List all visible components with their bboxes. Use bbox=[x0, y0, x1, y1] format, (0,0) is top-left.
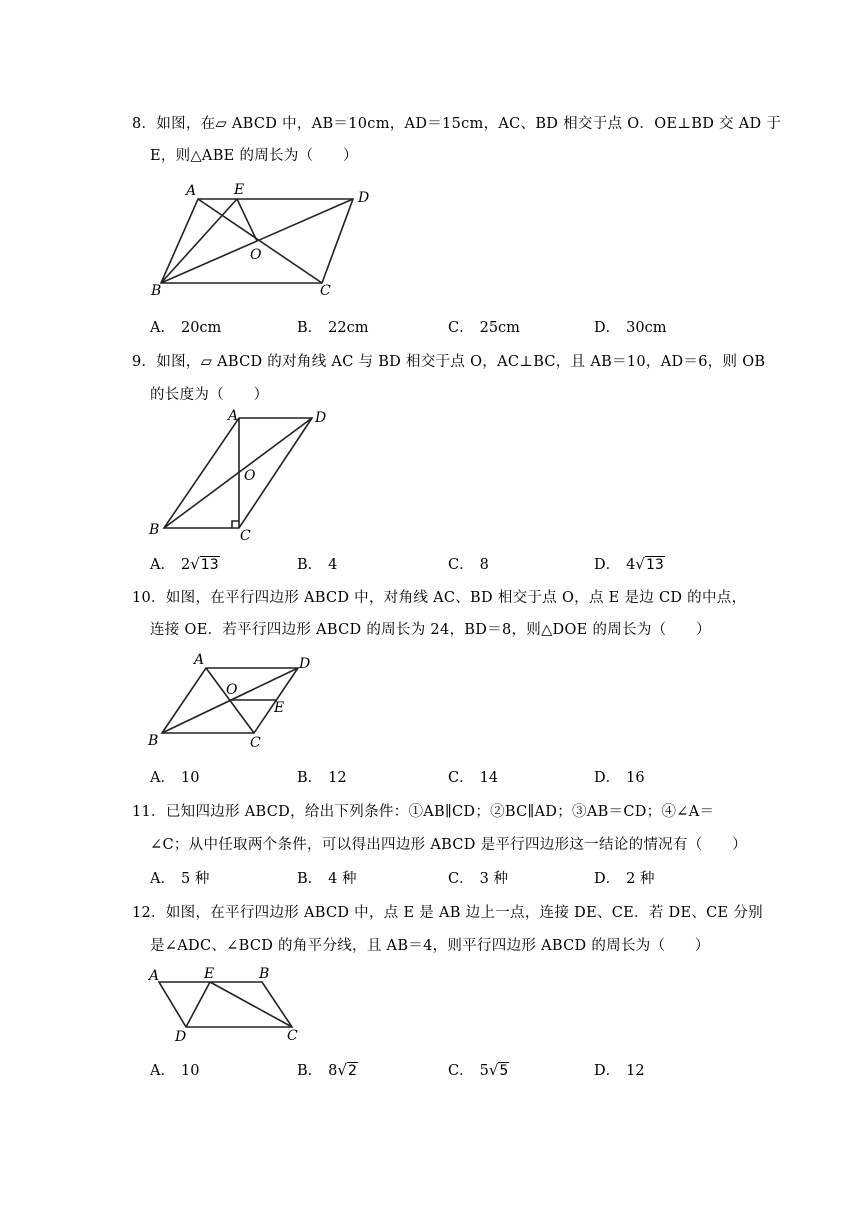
option-b[interactable]: B． 8√2 bbox=[297, 1061, 357, 1079]
diagonal-bd bbox=[164, 418, 312, 528]
question-text-line-1: 10．如图，在平行四边形 ABCD 中，对角线 AC、BD 相交于点 O，点 E 是边 CD 的中点， bbox=[132, 590, 747, 606]
parallelogram-figure-q9 bbox=[144, 406, 344, 548]
diagonal-ac bbox=[198, 199, 322, 283]
label-c: C bbox=[320, 283, 331, 299]
option-c[interactable]: C． 25cm bbox=[448, 320, 520, 336]
option-b[interactable]: B． 4 bbox=[297, 557, 338, 573]
segment-de bbox=[186, 982, 210, 1027]
label-o: O bbox=[226, 682, 238, 698]
label-d: D bbox=[175, 1029, 187, 1045]
option-a[interactable]: A． 10 bbox=[150, 770, 200, 786]
question-text-line-1: 11．已知四边形 ABCD，给出下列条件：①AB∥CD；②BC∥AD；③AB＝CD；④∠A＝ bbox=[132, 804, 715, 820]
option-a[interactable]: A． 10 bbox=[150, 1063, 200, 1079]
option-c[interactable]: C． 3 种 bbox=[448, 871, 508, 887]
parallelogram-abcd bbox=[159, 982, 292, 1027]
parallelogram-figure-q8 bbox=[148, 180, 378, 300]
option-d[interactable]: D． 2 种 bbox=[594, 871, 655, 887]
label-e: E bbox=[234, 182, 245, 198]
segment-oe bbox=[237, 199, 257, 241]
label-e: E bbox=[274, 700, 285, 716]
option-c[interactable]: C． 5√5 bbox=[448, 1061, 509, 1079]
question-text-line-1: 12．如图，在平行四边形 ABCD 中，点 E 是 AB 边上一点，连接 DE、CE．若 DE、CE 分别 bbox=[132, 905, 763, 921]
option-c[interactable]: C． 8 bbox=[448, 557, 489, 573]
segment-ce bbox=[210, 982, 292, 1027]
option-a[interactable]: A． 20cm bbox=[150, 320, 222, 336]
option-b[interactable]: B． 22cm bbox=[297, 320, 369, 336]
label-a: A bbox=[228, 408, 239, 424]
label-a: A bbox=[194, 652, 205, 668]
question-text-line-2: 是∠ADC、∠BCD 的角平分线，且 AB＝4，则平行四边形 ABCD 的周长为（ ） bbox=[150, 938, 710, 954]
segment-be bbox=[161, 199, 237, 283]
label-c: C bbox=[240, 528, 251, 544]
option-c[interactable]: C． 14 bbox=[448, 770, 499, 786]
label-c: C bbox=[287, 1028, 298, 1044]
option-d[interactable]: D． 30cm bbox=[594, 320, 667, 336]
label-b: B bbox=[149, 522, 160, 538]
label-b: B bbox=[148, 733, 159, 749]
parallelogram-figure-q10 bbox=[144, 648, 334, 754]
option-d[interactable]: D． 16 bbox=[594, 770, 645, 786]
label-b: B bbox=[259, 966, 270, 982]
label-o: O bbox=[244, 468, 256, 484]
right-angle-mark bbox=[232, 521, 239, 528]
option-d[interactable]: D． 12 bbox=[594, 1063, 645, 1079]
label-e: E bbox=[204, 966, 215, 982]
label-d: D bbox=[358, 190, 370, 206]
question-text-line-2: 连接 OE．若平行四边形 ABCD 的周长为 24，BD＝8，则△DOE 的周长为（ ） bbox=[150, 622, 711, 638]
question-text-line-2: ∠C；从中任取两个条件，可以得出四边形 ABCD 是平行四边形这一结论的情况有（ ） bbox=[150, 837, 747, 853]
label-d: D bbox=[299, 656, 311, 672]
label-a: A bbox=[186, 183, 197, 199]
option-b[interactable]: B． 12 bbox=[297, 770, 347, 786]
option-a[interactable]: A． 5 种 bbox=[150, 871, 210, 887]
label-d: D bbox=[315, 410, 327, 426]
label-b: B bbox=[151, 283, 162, 299]
parallelogram-figure-q12 bbox=[144, 960, 314, 1046]
option-b[interactable]: B． 4 种 bbox=[297, 871, 357, 887]
question-text-line-1: 8．如图，在▱ ABCD 中，AB＝10cm，AD＝15cm，AC、BD 相交于点 O．OE⊥BD 交 AD 于 bbox=[132, 116, 782, 132]
question-text-line-1: 9．如图，▱ ABCD 的对角线 AC 与 BD 相交于点 O，AC⊥BC，且 AB＝10，AD＝6，则 OB bbox=[132, 354, 766, 370]
label-o: O bbox=[250, 247, 262, 263]
option-d[interactable]: D． 4√13 bbox=[594, 555, 664, 573]
option-a[interactable]: A． 2√13 bbox=[150, 555, 219, 573]
label-c: C bbox=[250, 735, 261, 751]
question-text-line-2: 的长度为（ ） bbox=[150, 387, 269, 403]
label-a: A bbox=[149, 968, 160, 984]
question-text-line-2: E，则△ABE 的周长为（ ） bbox=[150, 148, 358, 164]
